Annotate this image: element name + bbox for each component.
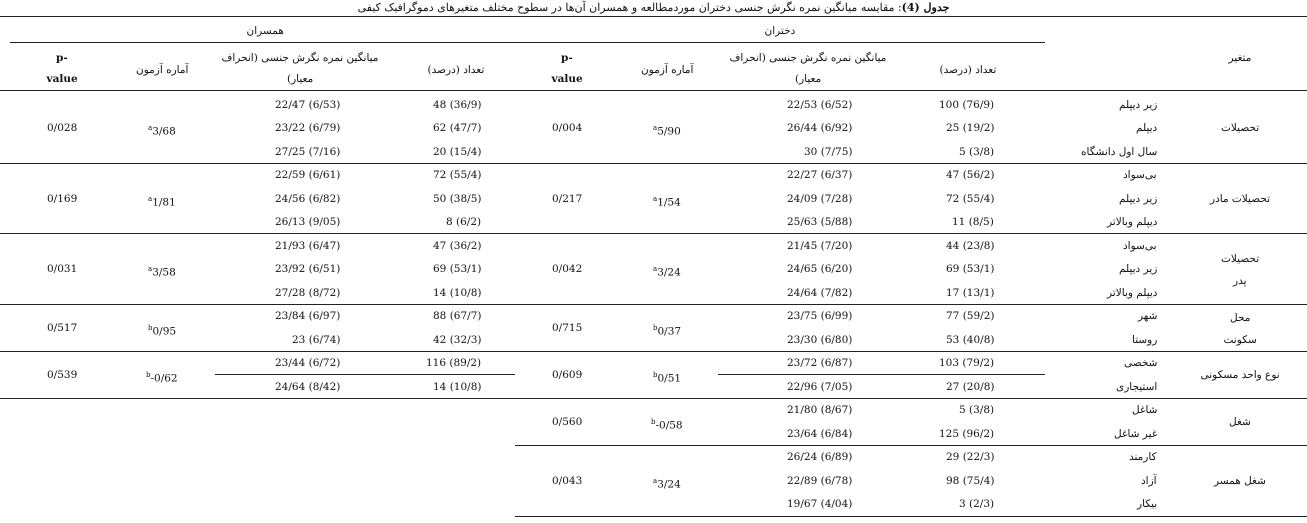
level-label: دیپلم وبالاتر xyxy=(1107,286,1158,299)
header-mean-sub-s: معیار) xyxy=(287,73,314,85)
girls-count: 125 (96/2) xyxy=(939,427,995,440)
variable-label-cont: سکونت xyxy=(1223,334,1257,346)
girls-mean: 23/75 (6/99) xyxy=(787,310,853,323)
spouse-mean: 24/56 (6/82) xyxy=(275,192,341,205)
girls-test-stat: $^b$0/51 xyxy=(653,371,682,385)
bottom-rule xyxy=(515,516,1307,517)
girls-p-value: 0/217 xyxy=(552,192,583,205)
girls-count: 11 (8/5) xyxy=(952,216,994,229)
girls-test-stat: $^a$1/54 xyxy=(653,194,681,209)
level-label: بی‌سواد xyxy=(1123,239,1157,252)
variable-label: تحصیلات xyxy=(1221,253,1260,266)
spouse-p-value: 0/539 xyxy=(47,369,78,381)
girls-count: 100 (76/9) xyxy=(939,98,995,111)
girls-count: 29 (22/3) xyxy=(946,451,995,464)
variable-label: تحصیلات xyxy=(1221,122,1260,135)
header-count-s: تعداد (درصد) xyxy=(427,64,485,76)
level-label: زیر دیپلم xyxy=(1119,263,1158,276)
girls-p-value: 0/560 xyxy=(552,416,583,428)
girls-mean: 22/27 (6/37) xyxy=(787,169,853,182)
level-label: غیر شاغل xyxy=(1114,427,1158,440)
girls-count: 27 (20/8) xyxy=(946,380,995,393)
header-mean-g: میانگین نمره نگرش جنسی (انحراف xyxy=(729,52,887,64)
spouse-count: 47 (36/2) xyxy=(433,239,482,252)
spouse-mean: 23/84 (6/97) xyxy=(275,310,341,323)
row-group-rule xyxy=(0,304,1307,305)
spouse-count: 14 (10/8) xyxy=(433,286,482,299)
level-label: شاغل xyxy=(1132,404,1158,417)
header-p-g: p- xyxy=(561,52,573,64)
girls-test-stat: $^b$0/37 xyxy=(653,324,682,338)
girls-mean: 22/89 (6/78) xyxy=(787,474,853,487)
variable-label: نوع واحد مسکونی xyxy=(1200,369,1280,381)
spouse-mean: 22/59 (6/61) xyxy=(275,169,341,182)
girls-count: 3 (2/3) xyxy=(959,498,995,511)
girls-mean: 24/09 (7/28) xyxy=(787,192,853,205)
girls-count: 72 (55/4) xyxy=(946,192,995,205)
girls-mean: 23/64 (6/84) xyxy=(787,427,853,440)
girls-mean: 23/30 (6/80) xyxy=(787,333,853,346)
group-title-spouse: همسران xyxy=(246,25,284,37)
girls-count: 53 (40/8) xyxy=(946,333,995,346)
variable-label-cont: پدر xyxy=(1233,275,1247,288)
spouse-p-value: 0/031 xyxy=(47,263,78,276)
header-mean-sub-g: معیار) xyxy=(795,73,822,85)
girls-count: 47 (56/2) xyxy=(946,169,995,182)
level-label: کارمند xyxy=(1129,451,1157,464)
spouse-mean: 21/93 (6/47) xyxy=(275,239,341,252)
row-group-rule xyxy=(0,351,1307,352)
girls-mean: 22/96 (7/05) xyxy=(787,380,853,393)
girls-p-value: 0/609 xyxy=(552,369,583,381)
level-label: دیپلم وبالاتر xyxy=(1107,216,1158,229)
girls-mean: 21/45 (7/20) xyxy=(787,239,853,252)
girls-count: 77 (59/2) xyxy=(946,310,995,323)
inner-rule-girls xyxy=(718,374,1045,375)
table-caption-text: : مقایسه میانگین نمره نگرش جنسی دختران موردمطالعه و همسران آن‌ها در سطوح مختلف متغیرهای دموگرافیک کیفی xyxy=(357,1,902,14)
header-variable: متغیر xyxy=(1228,52,1252,64)
girls-test-stat: $^a$5/90 xyxy=(653,124,681,138)
girls-test-stat: $^a$3/24 xyxy=(653,265,681,279)
spouse-mean: 23 (6/74) xyxy=(292,333,341,346)
girls-p-value: 0/715 xyxy=(552,322,583,334)
spouse-p-value: 0/028 xyxy=(47,122,78,135)
group-title-girls: دختران xyxy=(764,25,796,37)
level-label: زیر دیپلم xyxy=(1119,98,1158,111)
header-p-s: p- xyxy=(56,52,68,64)
level-label: شخصی xyxy=(1124,357,1158,370)
girls-mean: 24/64 (7/82) xyxy=(787,286,853,299)
level-label: شهر xyxy=(1138,310,1158,323)
spouse-test-stat: $^a$1/81 xyxy=(148,194,176,209)
level-label: سال اول دانشگاه xyxy=(1081,145,1158,158)
spouse-test-stat: $^a$3/58 xyxy=(148,265,176,279)
table-caption xyxy=(0,1,1307,14)
spouse-test-stat: $^a$3/68 xyxy=(148,124,176,138)
girls-mean: 21/80 (8/67) xyxy=(787,404,853,417)
spouse-count: 48 (36/9) xyxy=(433,98,482,111)
spouse-p-value: 0/517 xyxy=(47,322,78,334)
spouse-test-stat: $^b$0/95 xyxy=(148,324,177,338)
spouse-count: 50 (38/5) xyxy=(433,192,482,205)
girls-count: 98 (75/4) xyxy=(946,474,995,487)
girls-test-stat: $^a$3/24 xyxy=(653,476,681,491)
girls-count: 103 (79/2) xyxy=(939,357,995,370)
header-stat-s: آماره آزمون xyxy=(136,64,189,76)
spouse-count: 20 (15/4) xyxy=(433,145,482,158)
girls-mean: 25/63 (5/88) xyxy=(787,216,853,229)
girls-count: 69 (53/1) xyxy=(946,263,995,276)
level-label: دیپلم xyxy=(1136,122,1158,135)
level-label: بی‌سواد xyxy=(1123,169,1157,182)
row-group-rule xyxy=(0,398,1307,399)
table-caption-label: جدول (4) xyxy=(901,1,950,14)
variable-label: شغل همسر xyxy=(1214,474,1266,487)
girls-mean: 19/67 (4/04) xyxy=(787,498,853,511)
girls-mean: 26/44 (6/92) xyxy=(787,122,853,135)
spouse-mean: 24/64 (8/42) xyxy=(275,380,341,393)
girls-p-value: 0/043 xyxy=(552,474,583,487)
spouse-mean: 23/22 (6/79) xyxy=(275,122,341,135)
girls-mean: 22/53 (6/52) xyxy=(787,98,853,111)
variable-label: تحصیلات مادر xyxy=(1210,192,1271,205)
girls-count: 5 (3/8) xyxy=(959,145,995,158)
variable-label: محل xyxy=(1230,312,1251,324)
girls-mean: 24/65 (6/20) xyxy=(787,263,853,276)
spouse-mean: 23/92 (6/51) xyxy=(275,263,341,276)
spouse-mean: 27/25 (7/16) xyxy=(275,145,341,158)
girls-count: 44 (23/8) xyxy=(946,239,995,252)
spouse-p-value: 0/169 xyxy=(47,192,78,205)
header-stat-g: آماره آزمون xyxy=(641,64,694,76)
spouse-mean: 26/13 (9/05) xyxy=(275,216,341,229)
header-count-g: تعداد (درصد) xyxy=(939,64,997,76)
girls-mean: 23/72 (6/87) xyxy=(787,357,853,370)
header-rule xyxy=(0,90,1307,91)
girls-count: 5 (3/8) xyxy=(959,404,995,417)
spouse-count: 116 (89/2) xyxy=(426,357,482,370)
spouse-count: 14 (10/8) xyxy=(433,380,482,393)
spouse-mean: 23/44 (6/72) xyxy=(275,357,341,370)
level-label: آزاد xyxy=(1141,474,1157,487)
girls-mean: 26/24 (6/89) xyxy=(787,451,853,464)
girls-count: 25 (19/2) xyxy=(946,122,995,135)
row-group-rule xyxy=(515,445,1307,446)
girls-p-value: 0/042 xyxy=(552,263,583,276)
row-group-rule xyxy=(0,163,1307,164)
variable-label: شغل xyxy=(1229,416,1251,428)
spouse-count: 88 (67/7) xyxy=(433,310,482,323)
header-mean-s: میانگین نمره نگرش جنسی (انحراف xyxy=(221,52,379,64)
level-label: زیر دیپلم xyxy=(1119,192,1158,205)
header-pvalue-s: value xyxy=(46,73,78,85)
spouse-count: 69 (53/1) xyxy=(433,263,482,276)
girls-count: 17 (13/1) xyxy=(946,286,995,299)
spouse-count: 8 (6/2) xyxy=(446,216,482,229)
girls-test-stat: $^b$-0/58 xyxy=(651,418,683,432)
girls-mean: 30 (7/75) xyxy=(804,145,853,158)
spouse-count: 42 (32/3) xyxy=(433,333,482,346)
caption-rule xyxy=(0,16,1307,17)
header-pvalue-g: value xyxy=(551,73,583,85)
spouse-count: 62 (47/7) xyxy=(433,122,482,135)
girls-p-value: 0/004 xyxy=(552,122,583,135)
girls-group-rule xyxy=(515,42,1045,43)
level-label: استیجاری xyxy=(1116,380,1158,393)
spouse-mean: 27/28 (8/72) xyxy=(275,286,341,299)
level-label: بیکار xyxy=(1137,498,1158,511)
spouse-mean: 22/47 (6/53) xyxy=(275,98,341,111)
spouse-test-stat: $^b$-0/62 xyxy=(146,371,178,385)
spouse-count: 72 (55/4) xyxy=(433,169,482,182)
inner-rule-spouse xyxy=(215,374,515,375)
level-label: روستا xyxy=(1132,333,1158,346)
row-group-rule xyxy=(0,233,1307,234)
